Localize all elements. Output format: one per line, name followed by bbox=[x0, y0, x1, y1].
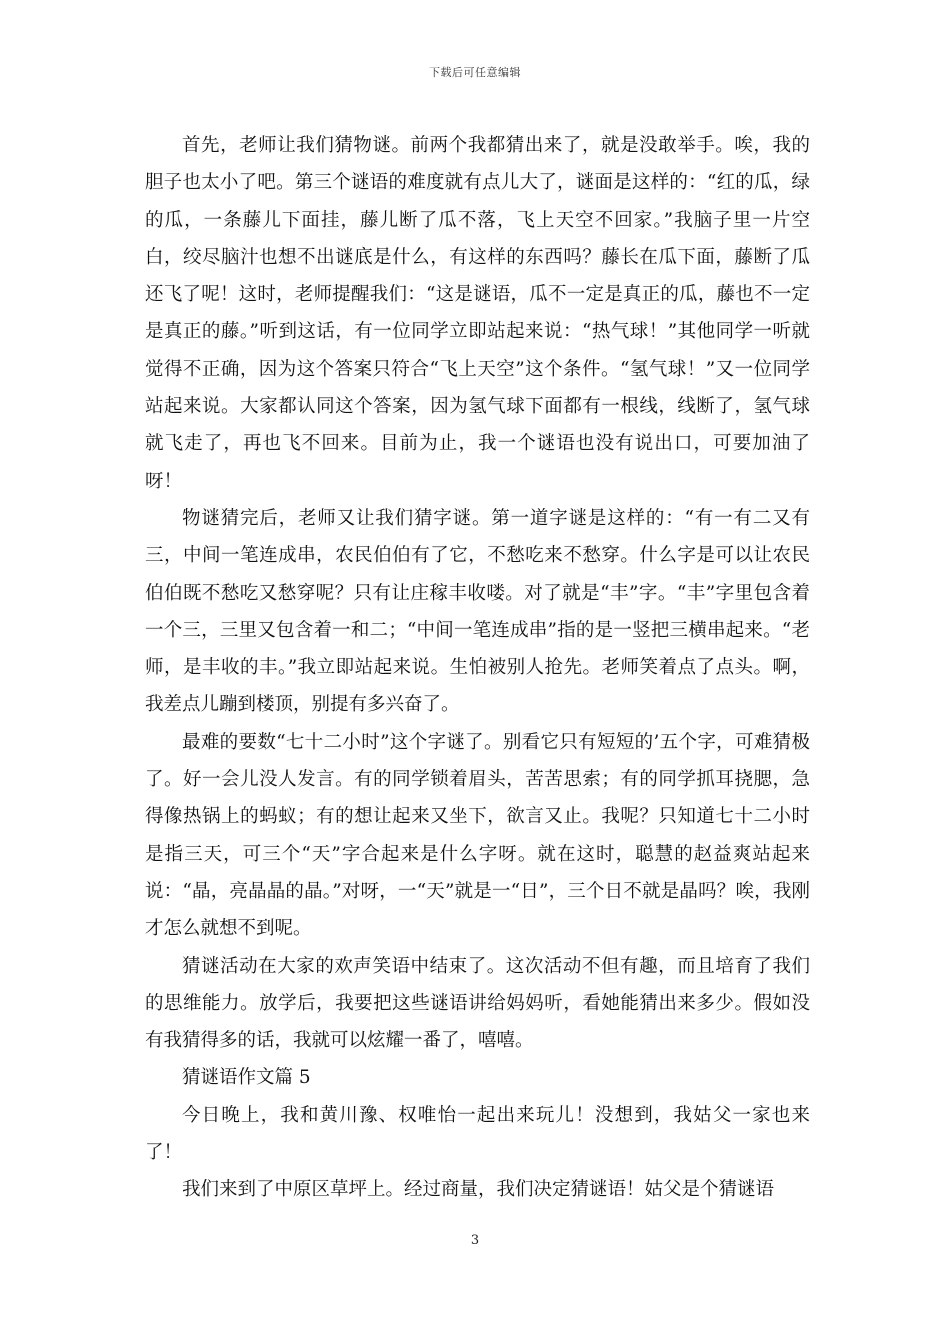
paragraph-1: 首先，老师让我们猜物谜。前两个我都猜出来了，就是没敢举手。唉，我的胆子也太小了吧。第三个谜语的难度就有点儿大了，谜面是这样的：“红的瓜，绿的瓜，一条藤儿下面挂，藤儿断了瓜不落，飞上天空不回家。”我脑子里一片空白，绞尽脑汁也想不出谜底是什么，有这样的东西吗？藤长在瓜下面，藤断了瓜还飞了呢！这时，老师提醒我们：“这是谜语，瓜不一定是真正的瓜，藤也不一定是真正的藤。”听到这话，有一位同学立即站起来说：“热气球！”其他同学一听就觉得不正确，因为这个答案只符合“飞上天空”这个条件。“氢气球！”又一位同学站起来说。大家都认同这个答案，因为氢气球下面都有一根线，线断了，氢气球就飞走了，再也飞不回来。目前为止，我一个谜语也没有说出口，可要加油了呀！ bbox=[145, 135, 810, 492]
section-title: 猜谜语作文篇 5 bbox=[182, 1067, 311, 1089]
paragraph-6: 我们来到了中原区草坪上。经过商量，我们决定猜谜语！姑父是个猜谜语 bbox=[182, 1179, 775, 1201]
paragraph-2: 物谜猜完后，老师又让我们猜字谜。第一道字谜是这样的：“有一有二又有三，中间一笔连成串，农民伯伯有了它，不愁吃来不愁穿。什么字是可以让农民伯伯既不愁吃又愁穿呢？只有让庄稼丰收喽。对了就是“丰”字。“丰”字里包含着一个三，三里又包含着一和二；“中间一笔连成串”指的是一竖把三横串起来。“老师，是丰收的丰。”我立即站起来说。生怕被别人抢先。老师笑着点了点头。啊，我差点儿蹦到楼顶，别提有多兴奋了。 bbox=[145, 507, 810, 716]
document-body bbox=[145, 127, 810, 1209]
paragraph-5: 今日晚上，我和黄川豫、权唯怡一起出来玩儿！没想到，我姑父一家也来了！ bbox=[145, 1104, 810, 1164]
paragraph-4: 猜谜活动在大家的欢声笑语中结束了。这次活动不但有趣，而且培育了我们的思维能力。放学后，我要把这些谜语讲给妈妈听，看她能猜出来多少。假如没有我猜得多的话，我就可以炫耀一番了，嘻嘻。 bbox=[145, 955, 810, 1052]
page-number: 3 bbox=[470, 1233, 480, 1248]
page-header: 下载后可任意编辑 bbox=[429, 66, 521, 79]
paragraph-3: 最难的要数“七十二小时”这个字谜了。别看它只有短短的’五个字，可难猜极了。好一会儿没人发言。有的同学锁着眉头，苦苦思索；有的同学抓耳挠腮，急得像热锅上的蚂蚁；有的想让起来又坐下，欲言又止。我呢？只知道七十二小时是指三天，可三个“天”字合起来是什么字呀。就在这时，聪慧的赵益爽站起来说：“晶，亮晶晶的晶。”对呀，一“天”就是一“日”，三个日不就是晶吗？唉，我刚才怎么就想不到呢。 bbox=[145, 731, 810, 940]
